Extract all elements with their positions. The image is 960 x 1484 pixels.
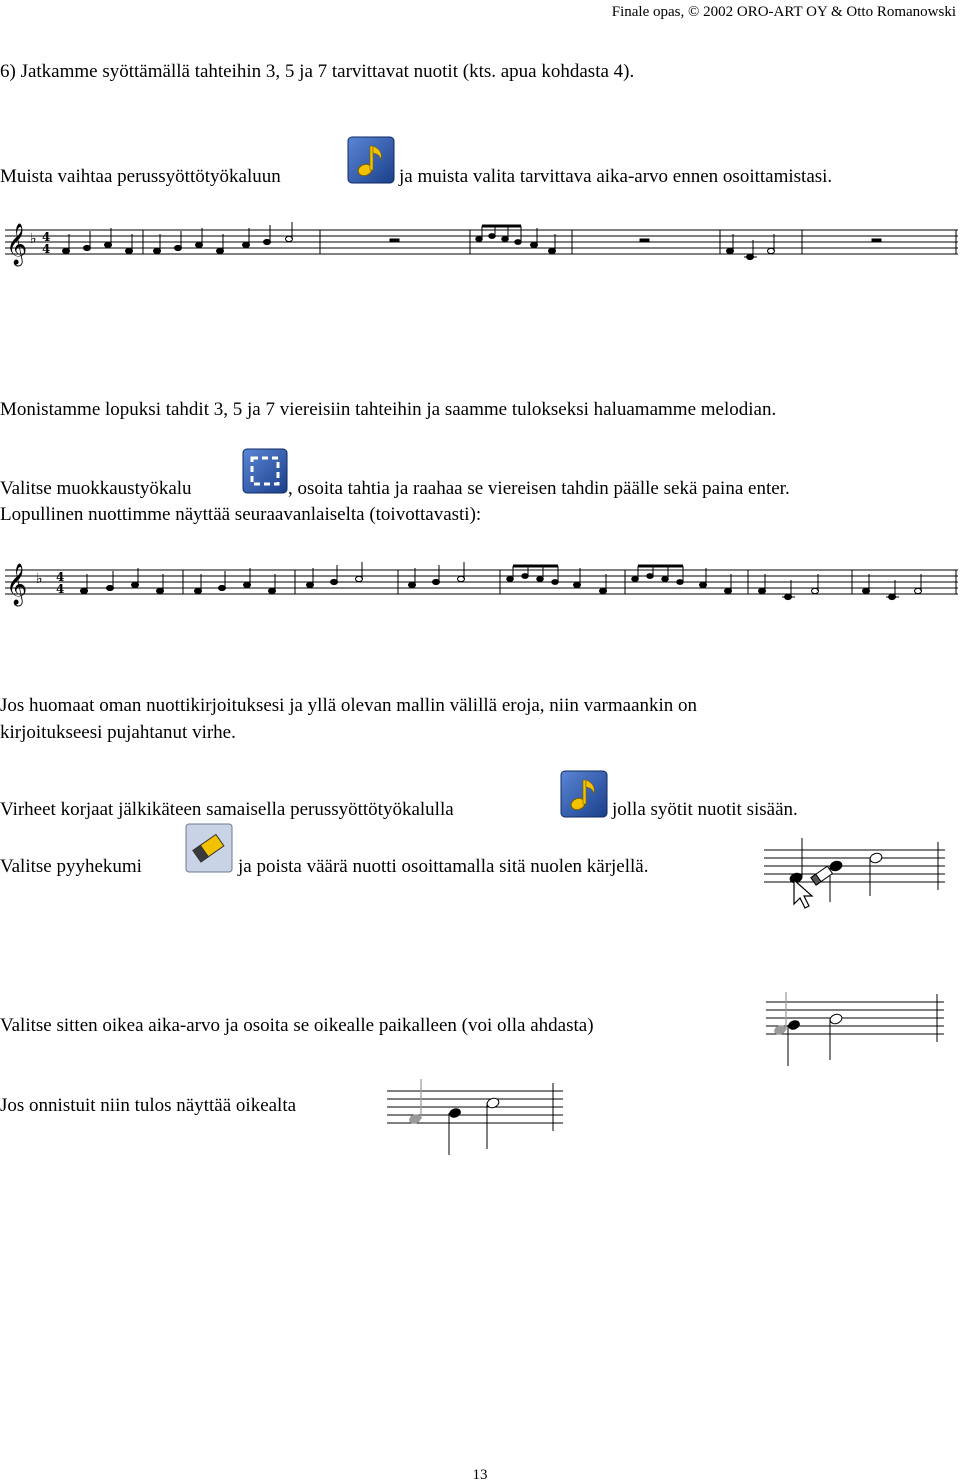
instruction-errors-line1: Jos huomaat oman nuottikirjoituksesi ja yllä olevan mallin välillä eroja, niin varmaankin on: [0, 695, 698, 716]
note-tool-icon: [560, 770, 608, 818]
eraser-example-staff: [762, 836, 947, 911]
selection-tool-icon: [242, 448, 288, 494]
music-staff-draft: [0, 210, 960, 270]
instruction-text-cont: ja poista väärä nuotti osoittamalla sitä nuolen kärjellä.: [238, 856, 649, 877]
instruction-errors-line2: kirjoitukseesi pujahtanut virhe.: [0, 722, 236, 743]
page-number: 13: [472, 1467, 488, 1483]
svg-text:♭: ♭: [36, 571, 43, 587]
instruction-line: [0, 855, 142, 879]
instruction-text: Valitse pyyhekumi: [0, 856, 142, 877]
svg-text:𝄞: 𝄞: [6, 224, 28, 265]
svg-text:♭: ♭: [30, 231, 37, 247]
instruction-text: Valitse muokkaustyökalu: [0, 478, 192, 499]
svg-text:4: 4: [56, 570, 65, 584]
eraser-tool-icon: [185, 823, 233, 873]
instruction-copy-measures: Monistamme lopuksi tahdit 3, 5 ja 7 viereisiin tahteihin ja saamme tulokseksi haluamamme melodian.: [0, 399, 777, 420]
note-tool-icon: [347, 136, 395, 184]
svg-text:𝄞: 𝄞: [6, 564, 28, 605]
instruction-result: Jos onnistuit niin tulos näyttää oikealta: [0, 1095, 297, 1116]
music-staff-final: [0, 550, 960, 610]
page-header: Finale opas, © 2002 ORO-ART OY & Otto Romanowski: [611, 4, 956, 20]
instruction-line: [0, 477, 192, 501]
instruction-correct-value: Valitse sitten oikea aika-arvo ja osoita se oikealle paikalleen (voi olla ahdasta): [0, 1015, 594, 1036]
instruction-line: [0, 165, 281, 189]
instruction-text-cont: jolla syötit nuotit sisään.: [612, 799, 798, 820]
svg-text:4: 4: [42, 242, 51, 256]
instruction-text-cont: ja muista valita tarvittava aika-arvo ennen osoittamistasi.: [399, 166, 833, 187]
result-example-staff: [385, 1077, 565, 1157]
instruction-text: Muista vaihtaa perussyöttötyökaluun: [0, 166, 281, 187]
instruction-line: [0, 798, 454, 822]
instruction-text-cont: , osoita tahtia ja raahaa se viereisen tahdin päälle sekä paina enter.: [288, 478, 790, 499]
instruction-text: Virheet korjaat jälkikäteen samaisella perussyöttötyökalulla: [0, 799, 454, 820]
svg-text:4: 4: [42, 230, 51, 244]
instruction-final-intro: Lopullinen nuottimme näyttää seuraavanlaiselta (toivottavasti):: [0, 504, 482, 525]
correction-example-staff: [764, 990, 946, 1070]
svg-text:4: 4: [56, 582, 65, 596]
instruction-step-6: 6) Jatkamme syöttämällä tahteihin 3, 5 ja 7 tarvittavat nuotit (kts. apua kohdasta 4).: [0, 61, 635, 82]
